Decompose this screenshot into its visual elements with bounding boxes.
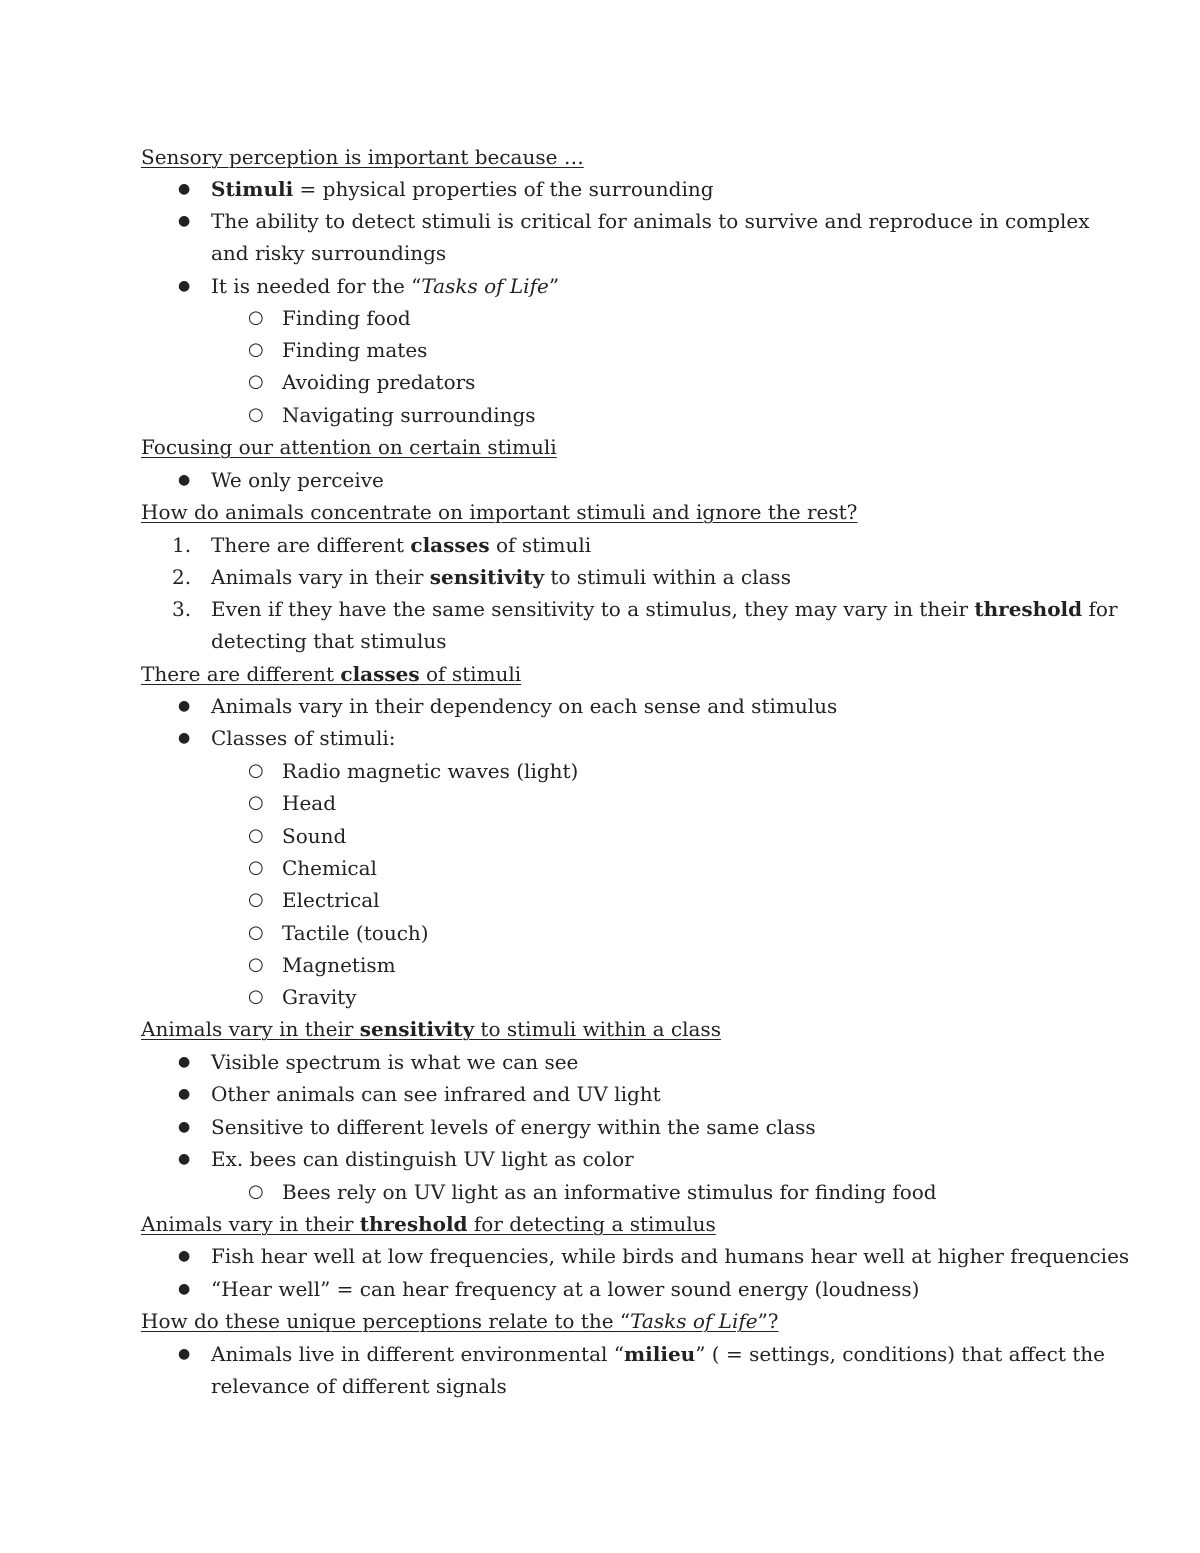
numbered-item: Animals vary in their sensitivity to stimuli within a class xyxy=(211,565,791,589)
sub-bullet-icon: ○ xyxy=(248,954,264,975)
bullet-icon: ● xyxy=(178,1151,191,1167)
bullet-item: Other animals can see infrared and UV light xyxy=(211,1082,661,1106)
bullet-icon: ● xyxy=(178,698,191,714)
bullet-icon: ● xyxy=(178,278,191,294)
sub-bullet-item: Finding mates xyxy=(282,338,428,362)
sub-bullet-item: Sound xyxy=(282,824,347,848)
sub-bullet-item: Head xyxy=(282,791,337,815)
bullet-item-continuation: relevance of different signals xyxy=(211,1374,507,1398)
sub-bullet-item: Radio magnetic waves (light) xyxy=(282,759,579,783)
list-number: 1. xyxy=(172,533,192,557)
sub-bullet-icon: ○ xyxy=(248,339,264,360)
sub-bullet-icon: ○ xyxy=(248,371,264,392)
section-heading: How do animals concentrate on important stimuli and ignore the rest? xyxy=(141,500,858,524)
sub-bullet-item: Navigating surroundings xyxy=(282,403,536,427)
bullet-icon: ● xyxy=(178,1086,191,1102)
list-number: 2. xyxy=(172,565,192,589)
sub-bullet-icon: ○ xyxy=(248,1181,264,1202)
sub-bullet-item: Electrical xyxy=(282,888,380,912)
bullet-item: Sensitive to different levels of energy within the same class xyxy=(211,1115,816,1139)
bullet-item-continuation: and risky surroundings xyxy=(211,241,447,265)
bullet-icon: ● xyxy=(178,1119,191,1135)
sub-bullet-icon: ○ xyxy=(248,825,264,846)
section-heading: There are different classes of stimuli xyxy=(141,662,522,686)
numbered-item: There are different classes of stimuli xyxy=(211,533,592,557)
bullet-item: We only perceive xyxy=(211,468,384,492)
sub-bullet-item: Gravity xyxy=(282,985,357,1009)
bullet-item: Visible spectrum is what we can see xyxy=(211,1050,579,1074)
bullet-icon: ● xyxy=(178,730,191,746)
bullet-icon: ● xyxy=(178,181,191,197)
sub-bullet-icon: ○ xyxy=(248,307,264,328)
sub-bullet-icon: ○ xyxy=(248,792,264,813)
sub-bullet-icon: ○ xyxy=(248,986,264,1007)
bullet-icon: ● xyxy=(178,1248,191,1264)
sub-bullet-item: Magnetism xyxy=(282,953,396,977)
section-heading: Animals vary in their sensitivity to stimuli within a class xyxy=(141,1017,721,1041)
bullet-item: The ability to detect stimuli is critical for animals to survive and reproduce in complex xyxy=(211,209,1090,233)
sub-bullet-item: Bees rely on UV light as an informative stimulus for finding food xyxy=(282,1180,937,1204)
sub-bullet-item: Tactile (touch) xyxy=(282,921,429,945)
bullet-item: Stimuli = physical properties of the surrounding xyxy=(211,177,714,201)
section-heading: Animals vary in their threshold for detecting a stimulus xyxy=(141,1212,716,1236)
bullet-icon: ● xyxy=(178,472,191,488)
bullet-item: Animals live in different environmental “milieu” ( = settings, conditions) that affect the xyxy=(211,1342,1105,1366)
sub-bullet-icon: ○ xyxy=(248,760,264,781)
bullet-item: Fish hear well at low frequencies, while birds and humans hear well at higher frequencies xyxy=(211,1244,1130,1268)
sub-bullet-item: Chemical xyxy=(282,856,377,880)
sub-bullet-icon: ○ xyxy=(248,404,264,425)
sub-bullet-icon: ○ xyxy=(248,922,264,943)
section-heading: How do these unique perceptions relate to the “Tasks of Life”? xyxy=(141,1309,779,1333)
sub-bullet-icon: ○ xyxy=(248,857,264,878)
bullet-item: It is needed for the “Tasks of Life” xyxy=(211,274,560,298)
bullet-icon: ● xyxy=(178,1281,191,1297)
bullet-item: Ex. bees can distinguish UV light as color xyxy=(211,1147,634,1171)
bullet-icon: ● xyxy=(178,213,191,229)
section-heading: Sensory perception is important because … xyxy=(141,145,584,169)
bullet-item: “Hear well” = can hear frequency at a lower sound energy (loudness) xyxy=(211,1277,920,1301)
sub-bullet-icon: ○ xyxy=(248,889,264,910)
sub-bullet-item: Finding food xyxy=(282,306,411,330)
numbered-item-continuation: detecting that stimulus xyxy=(211,629,447,653)
list-number: 3. xyxy=(172,597,192,621)
bullet-item: Animals vary in their dependency on each sense and stimulus xyxy=(211,694,838,718)
section-heading: Focusing our attention on certain stimuli xyxy=(141,435,557,459)
bullet-item: Classes of stimuli: xyxy=(211,726,396,750)
bullet-icon: ● xyxy=(178,1346,191,1362)
bullet-icon: ● xyxy=(178,1054,191,1070)
sub-bullet-item: Avoiding predators xyxy=(282,370,476,394)
numbered-item: Even if they have the same sensitivity to a stimulus, they may vary in their threshold for xyxy=(211,597,1118,621)
